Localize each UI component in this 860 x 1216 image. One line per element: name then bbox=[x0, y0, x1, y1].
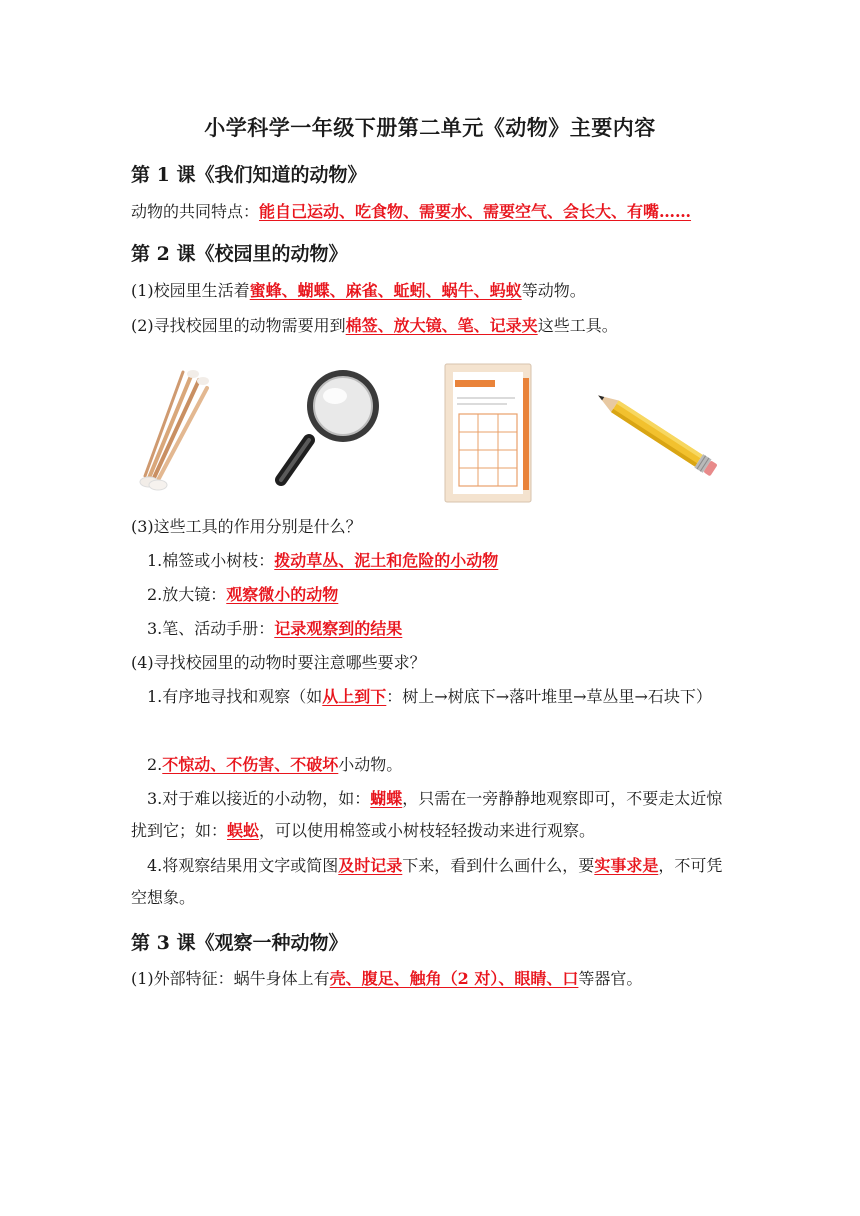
snail-answer: 壳、腹足、触角（2 对）、眼睛、口 bbox=[329, 969, 579, 988]
requirement-4-suffix: ，不可凭空想象。 bbox=[131, 856, 723, 907]
requirement-3-answer-centipede: 蜈蚣 bbox=[227, 821, 260, 840]
requirement-2-suffix: 小动物。 bbox=[338, 755, 403, 774]
requirement-4-prefix: 4.将观察结果用文字或简图 bbox=[147, 856, 339, 875]
tool-use-1-label: 1.棉签或小树枝： bbox=[147, 551, 275, 570]
requirement-2-prefix: 2. bbox=[147, 755, 163, 774]
snail-suffix: 等器官。 bbox=[578, 969, 643, 988]
tool-use-3-label: 3.笔、活动手册： bbox=[147, 619, 275, 638]
requirement-3-answer-butterfly: 蝴蝶 bbox=[370, 789, 403, 808]
tool-use-2 bbox=[147, 582, 747, 608]
tool-pictures bbox=[131, 358, 731, 508]
q1-answer: 蜜蜂、蝴蝶、麻雀、蚯蚓、蜗牛、蚂蚁 bbox=[249, 281, 522, 300]
tool-use-1 bbox=[147, 548, 747, 574]
requirement-3 bbox=[131, 783, 731, 847]
tool-use-2-answer: 观察微小的动物 bbox=[226, 585, 339, 604]
requirement-3-suffix: ，可以使用棉签或小树枝轻轻拨动来进行观察。 bbox=[259, 821, 596, 840]
tool-use-1-answer: 拨动草丛、泥土和危险的小动物 bbox=[274, 551, 499, 570]
q1-suffix: 等动物。 bbox=[521, 281, 586, 300]
lesson-1-common-traits bbox=[131, 199, 731, 225]
lesson-2-question-1 bbox=[131, 278, 731, 304]
cotton-swabs-icon bbox=[131, 358, 221, 508]
lesson-2-question-2 bbox=[131, 313, 731, 339]
requirement-3-prefix: 3.对于难以接近的小动物，如： bbox=[147, 789, 371, 808]
document-title: 小学科学一年级下册第二单元《动物》主要内容 bbox=[204, 115, 656, 140]
record-clipboard-icon bbox=[441, 358, 536, 508]
requirement-4 bbox=[131, 850, 731, 914]
snail-prefix: (1)外部特征：蜗牛身体上有 bbox=[131, 969, 330, 988]
q1-prefix: (1)校园里生活着 bbox=[131, 281, 250, 300]
q2-prefix: (2)寻找校园里的动物需要用到 bbox=[131, 316, 346, 335]
lesson-2-question-4: (4)寻找校园里的动物时要注意哪些要求？ bbox=[131, 653, 426, 672]
tool-use-3 bbox=[147, 616, 747, 642]
q2-suffix: 这些工具。 bbox=[537, 316, 618, 335]
lesson-1-heading: 第 1 课《我们知道的动物》 bbox=[131, 164, 367, 186]
traits-label: 动物的共同特点： bbox=[131, 202, 260, 221]
requirement-1-suffix: ：树上→树底下→落叶堆里→草丛里→石块下） bbox=[386, 687, 712, 706]
requirement-1-prefix: 1.有序地寻找和观察（如 bbox=[147, 687, 323, 706]
requirement-4-middle: 下来，看到什么画什么，要 bbox=[402, 856, 595, 875]
magnifying-glass-icon bbox=[271, 358, 391, 508]
requirement-4-answer-record: 及时记录 bbox=[338, 856, 403, 875]
q2-answer: 棉签、放大镜、笔、记录夹 bbox=[345, 316, 538, 335]
lesson-2-heading: 第 2 课《校园里的动物》 bbox=[131, 243, 348, 265]
lesson-3-question-1 bbox=[131, 966, 731, 992]
traits-answer: 能自己运动、吃食物、需要水、需要空气、会长大、有嘴…… bbox=[259, 202, 692, 221]
lesson-3-heading: 第 3 课《观察一种动物》 bbox=[131, 932, 348, 954]
requirement-1-answer: 从上到下 bbox=[322, 687, 387, 706]
requirement-4-answer-truthful: 实事求是 bbox=[594, 856, 659, 875]
tool-use-2-label: 2.放大镜： bbox=[147, 585, 227, 604]
pencil-icon bbox=[581, 358, 731, 508]
tool-use-3-answer: 记录观察到的结果 bbox=[274, 619, 403, 638]
requirement-1 bbox=[131, 681, 731, 713]
requirement-2-answer: 不惊动、不伤害、不破坏 bbox=[162, 755, 339, 774]
lesson-2-question-3: (3)这些工具的作用分别是什么？ bbox=[131, 517, 362, 536]
requirement-2 bbox=[147, 752, 747, 778]
requirement-3-middle: ，只需在一旁静静地观察即可，不要走太近惊扰到它；如： bbox=[131, 789, 723, 840]
